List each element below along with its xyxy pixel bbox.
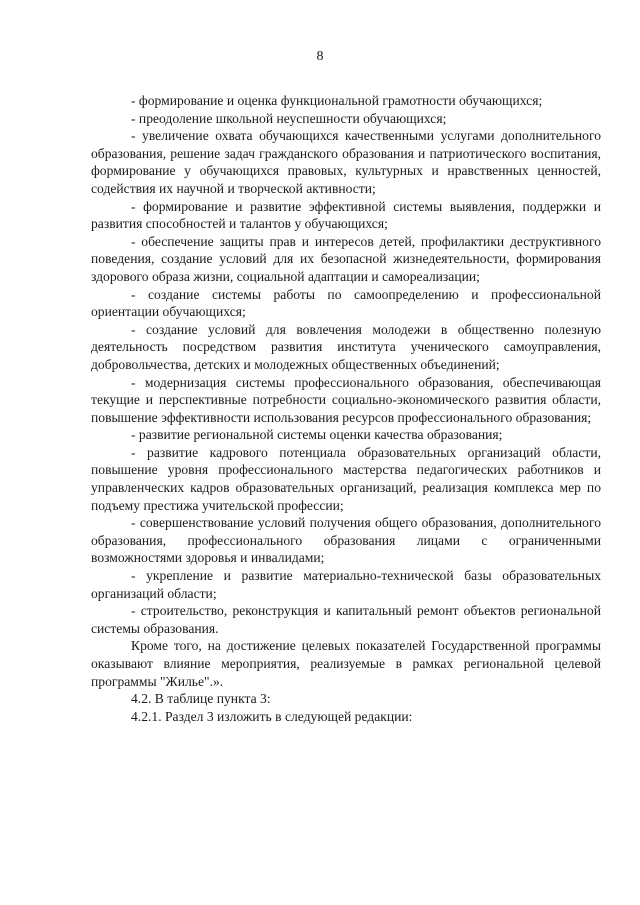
list-item: - совершенствование условий получения общего образования, дополнительного образования, профессионального образования лицами с ограниченными возможностями здоровья и инвалидами;: [91, 515, 601, 566]
section-heading: 4.2.1. Раздел 3 изложить в следующей редакции:: [131, 708, 413, 724]
list-item: - укрепление и развитие материально-технической базы образовательных организаций области;: [91, 568, 601, 601]
list-item: - формирование и развитие эффективной системы выявления, поддержки и развития способностей и талантов у обучающихся;: [91, 198, 601, 232]
section-heading: 4.2. В таблице пункта 3:: [131, 691, 271, 707]
body-paragraph: Кроме того, на достижение целевых показателей Государственной программы оказывают влияние мероприятия, реализуемые в рамках региональной целевой программы "Жилье".».: [91, 638, 601, 689]
list-item: - создание системы работы по самоопределению и профессиональной ориентации обучающихся;: [91, 286, 601, 320]
list-item: - модернизация системы профессионального образования, обеспечивающая текущие и перспективные потребности социально-экономического развития области, повышение эффективности использования ресурсов профессионального образования;: [91, 374, 601, 425]
list-item: - преодоление школьной неуспешности обучающихся;: [131, 110, 447, 126]
list-item: - обеспечение защиты прав и интересов детей, профилактики деструктивного поведения, создание условий для их безопасной жизнедеятельности, формирования здорового образа жизни, социальной адаптации и самореализации;: [91, 233, 601, 284]
page-number: 8: [316, 49, 324, 64]
list-item: - создание условий для вовлечения молодежи в общественно полезную деятельность посредством развития института ученического самоуправления, добровольчества, детских и молодежных общественных объединений;: [91, 321, 601, 372]
list-item: - увеличение охвата обучающихся качественными услугами дополнительного образования, решение задач гражданского образования и патриотического воспитания, формирование у обучающихся правовых, культурных и нравственных ценностей, содействия их научной и творческой активности;: [91, 128, 601, 196]
list-item: - развитие региональной системы оценки качества образования;: [131, 427, 503, 443]
list-item: - развитие кадрового потенциала образовательных организаций области, повышение уровня профессионального мастерства педагогических работников и управленческих кадров образовательных организаций, реализация комплекса мер по подъему престижа учительской профессии;: [91, 444, 601, 513]
list-item: - формирование и оценка функциональной грамотности обучающихся;: [131, 93, 543, 108]
document-body: [91, 92, 601, 725]
list-item: - строительство, реконструкция и капитальный ремонт объектов региональной системы образования.: [91, 603, 601, 636]
